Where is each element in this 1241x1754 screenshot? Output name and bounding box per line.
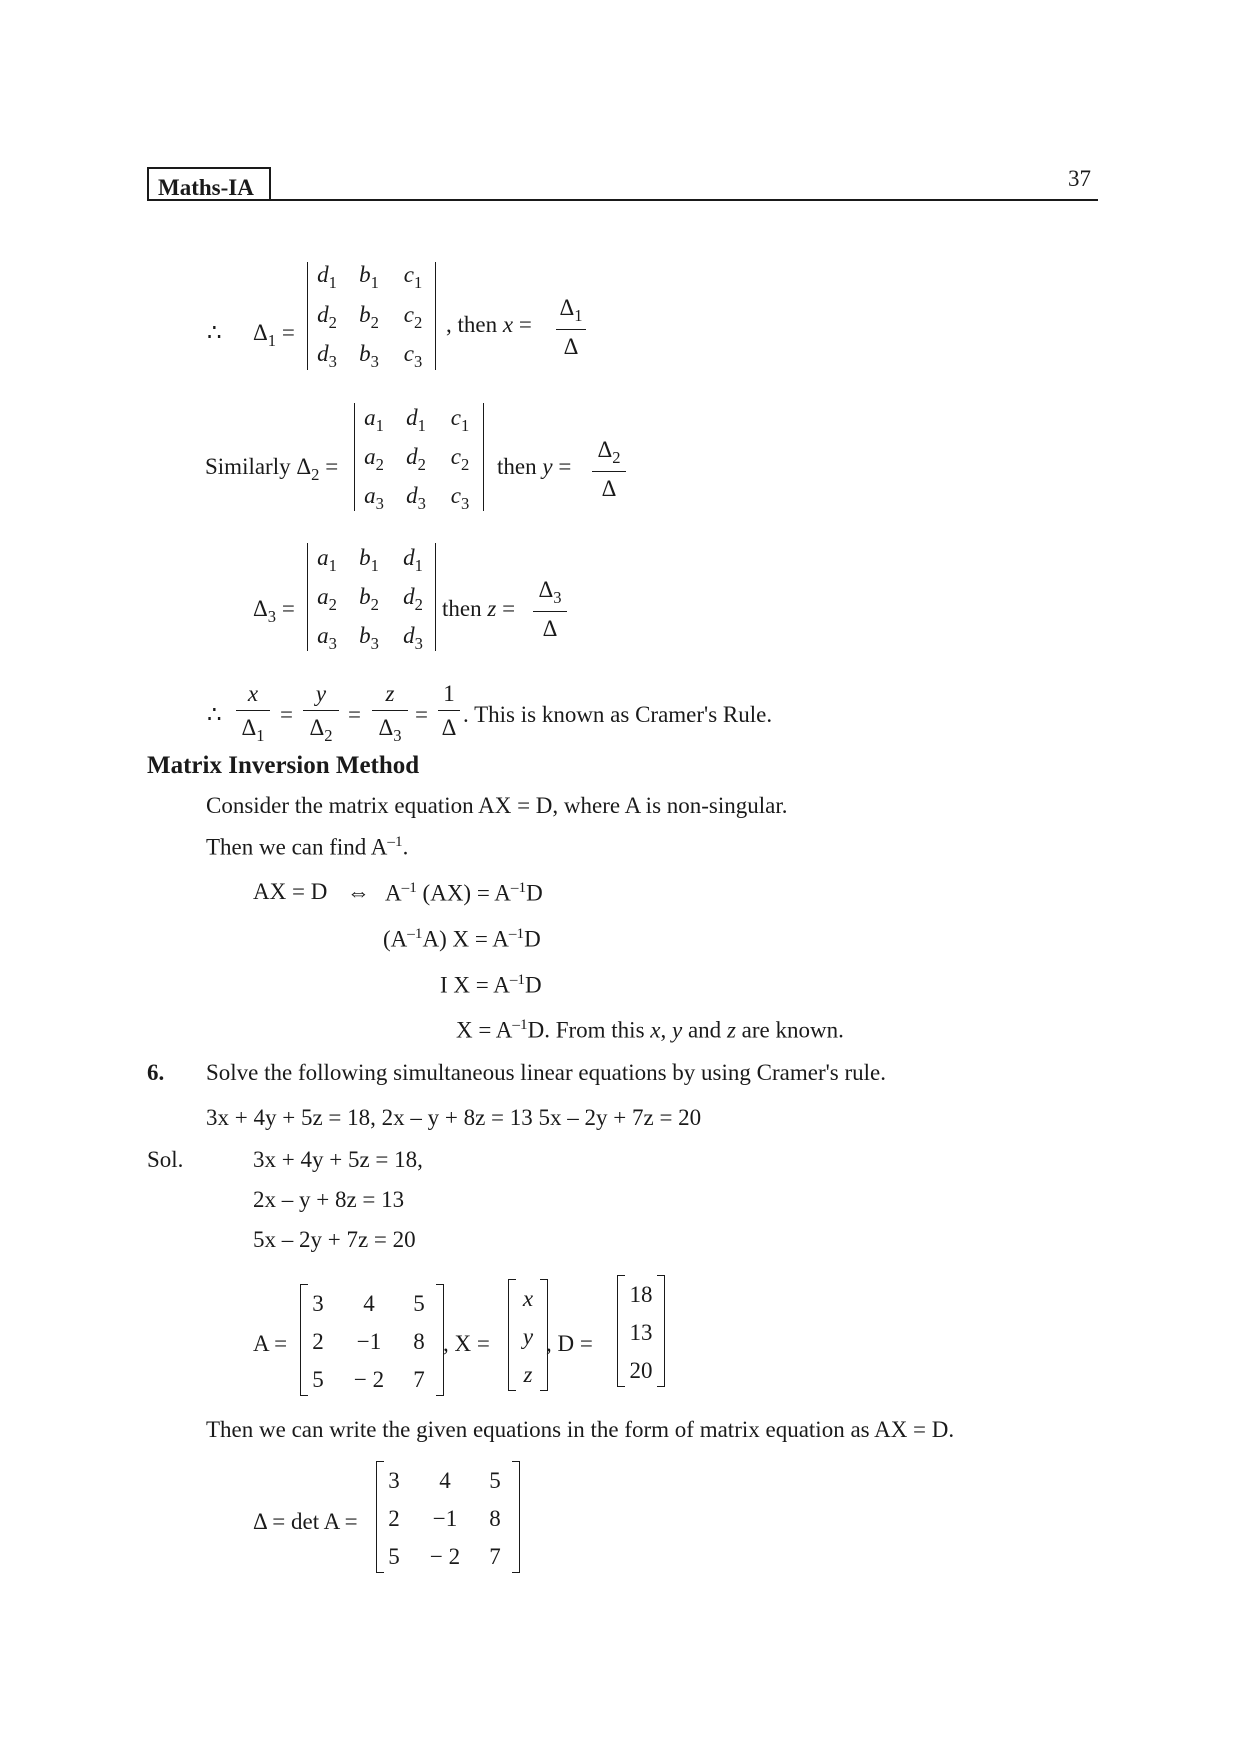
- matrix-cell: 7: [489, 1544, 501, 1569]
- matrix-cell: 5: [489, 1468, 501, 1493]
- equals-sign: =: [280, 702, 293, 727]
- fraction-y: $\Delta_2$ Δ: [592, 438, 626, 500]
- det-cell: $d_2$: [406, 444, 426, 474]
- matrix-cell: y: [522, 1324, 534, 1349]
- matrix-cell: 3: [312, 1291, 324, 1316]
- fraction-x: $\Delta_1$ Δ: [556, 296, 586, 358]
- matrix-cell: 18: [629, 1282, 653, 1307]
- iff-symbol: ⇔: [347, 880, 370, 905]
- det-cell: $a_1$: [364, 405, 384, 435]
- derivation-step: $A^{-1}$ $(AX) = A^{-1}D$: [385, 879, 543, 906]
- det-cell: $b_2$: [359, 584, 379, 614]
- ratio-fraction: z $\Delta_3$: [372, 682, 408, 744]
- cramers-rule-text: . This is known as Cramer's Rule.: [463, 702, 773, 727]
- det-cell: $d_1$: [403, 545, 423, 575]
- fraction-z: $\Delta_3$ Δ: [533, 578, 567, 640]
- det-cell: $a_2$: [317, 584, 337, 614]
- det-a-label: Δ = det A =: [253, 1509, 358, 1534]
- equation-line: 2x – y + 8z = 13: [253, 1187, 405, 1212]
- det-cell: $b_1$: [359, 545, 379, 575]
- matrix-a-label: A =: [253, 1331, 288, 1356]
- paragraph-line: Then we can write the given equations in the form of matrix equation as AX = D.: [206, 1417, 955, 1442]
- matrix-cell: − 2: [429, 1544, 461, 1569]
- det-cell: $d_2$: [403, 584, 423, 614]
- det-cell: $c_2$: [403, 302, 423, 332]
- det-cell: $d_3$: [406, 483, 426, 513]
- det-cell: $c_3$: [403, 341, 423, 371]
- matrix-cell: 2: [388, 1506, 400, 1531]
- det-cell: $b_3$: [359, 341, 379, 371]
- det-cell: $d_3$: [403, 623, 423, 653]
- det-cell: $d_2$: [317, 302, 337, 332]
- matrix-x-label: , X =: [443, 1331, 490, 1356]
- matrix-cell: 8: [413, 1329, 425, 1354]
- matrix-cell: −1: [432, 1506, 458, 1531]
- therefore-symbol: ∴: [207, 320, 222, 345]
- solution-label: Sol.: [147, 1147, 184, 1172]
- derivation-step: $X = A^{-1}D$. From this x, y and z are known.: [456, 1016, 844, 1043]
- delta1-label: $\Delta_1$ =: [253, 320, 295, 350]
- therefore-symbol: ∴: [207, 702, 222, 727]
- then-z-text: then z =: [442, 596, 516, 621]
- derivation-step: $(A^{-1}A) X = A^{-1}D$: [383, 925, 541, 952]
- problem-statement: Solve the following simultaneous linear equations by using Cramer's rule.: [206, 1060, 886, 1085]
- det-cell: $c_2$: [450, 444, 470, 474]
- page-number: 37: [1068, 166, 1091, 191]
- problem-number: 6.: [147, 1060, 165, 1085]
- det-cell: $d_3$: [317, 341, 337, 371]
- det-cell: $b_3$: [359, 623, 379, 653]
- equals-sign: =: [415, 702, 428, 727]
- then-y-text: then y =: [497, 454, 572, 479]
- det-cell: $a_1$: [317, 545, 337, 575]
- det-cell: $d_1$: [406, 405, 426, 435]
- det-cell: $a_3$: [364, 483, 384, 513]
- matrix-cell: − 2: [353, 1367, 385, 1392]
- equation-line: 5x – 2y + 7z = 20: [253, 1227, 416, 1252]
- matrix-cell: 8: [489, 1506, 501, 1531]
- matrix-cell: 4: [439, 1468, 451, 1493]
- book-title: Maths-IA: [158, 175, 254, 200]
- equation-line: 3x + 4y + 5z = 18,: [253, 1147, 423, 1172]
- det-cell: $a_2$: [364, 444, 384, 474]
- det-cell: $a_3$: [317, 623, 337, 653]
- ratio-fraction: x $\Delta_1$: [236, 682, 270, 744]
- matrix-cell: z: [523, 1362, 533, 1387]
- derivation-step: AX = D: [253, 879, 328, 904]
- matrix-cell: 7: [413, 1367, 425, 1392]
- delta3-label: $\Delta_3$ =: [253, 596, 295, 626]
- header-rule: [147, 199, 1098, 201]
- matrix-cell: 20: [629, 1358, 653, 1383]
- matrix-cell: −1: [356, 1329, 382, 1354]
- det-cell: $c_3$: [450, 483, 470, 513]
- det-cell: $b_1$: [359, 262, 379, 292]
- det-cell: $d_1$: [317, 262, 337, 292]
- paragraph-line: Consider the matrix equation AX = D, where A is non-singular.: [206, 793, 788, 818]
- det-cell: $c_1$: [403, 262, 423, 292]
- matrix-cell: 5: [312, 1367, 324, 1392]
- then-x-text: , then x =: [446, 312, 532, 337]
- matrix-cell: 3: [388, 1468, 400, 1493]
- matrix-cell: x: [522, 1286, 534, 1311]
- similarly-delta2-label: Similarly $\Delta_2$ =: [205, 454, 339, 484]
- paragraph-line: Then we can find $A^{-1}$.: [206, 833, 409, 860]
- equals-sign: =: [348, 702, 361, 727]
- matrix-d-label: , D =: [546, 1331, 593, 1356]
- matrix-cell: 5: [413, 1291, 425, 1316]
- matrix-cell: 4: [363, 1291, 375, 1316]
- matrix-cell: 13: [629, 1320, 653, 1345]
- problem-equations: 3x + 4y + 5z = 18, 2x – y + 8z = 13 5x – 2y + 7z = 20: [206, 1105, 702, 1130]
- book-title-box: [147, 167, 271, 201]
- matrix-cell: 5: [388, 1544, 400, 1569]
- derivation-step: I $X = A^{-1}D$: [440, 971, 542, 998]
- section-heading: Matrix Inversion Method: [147, 752, 420, 779]
- det-cell: $b_2$: [359, 302, 379, 332]
- det-cell: $c_1$: [450, 405, 470, 435]
- matrix-cell: 2: [312, 1329, 324, 1354]
- ratio-fraction: y $\Delta_2$: [303, 682, 339, 744]
- ratio-fraction: 1 Δ: [438, 682, 460, 739]
